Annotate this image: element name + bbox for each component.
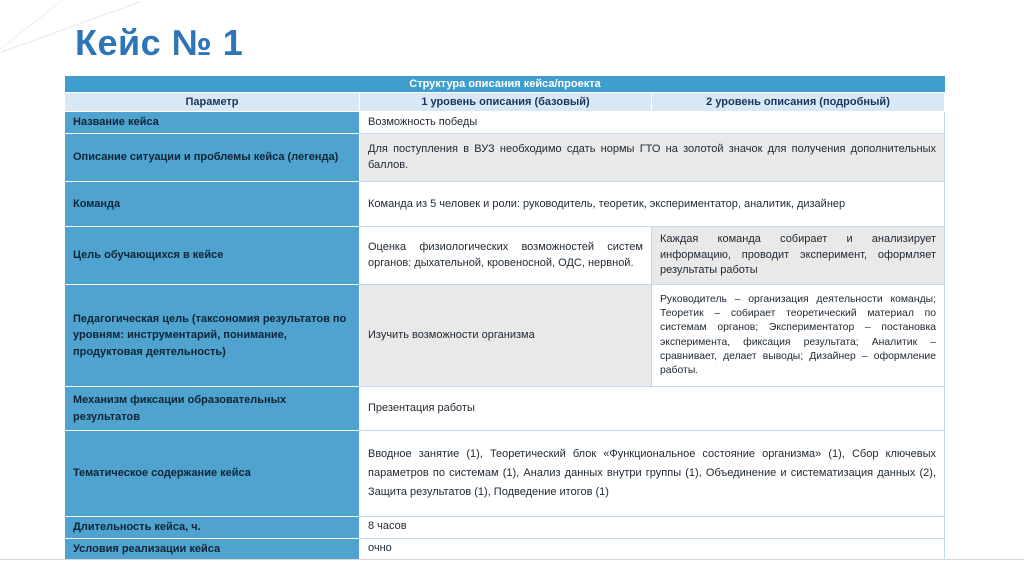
value-case-name: Возможность победы: [360, 112, 945, 134]
decorative-line-bottom: [0, 559, 1024, 560]
param-label-pedagogical-goal: Педагогическая цель (таксономия результатов по уровням: инструментарий, понимание, продуктовая деятельность): [65, 285, 360, 387]
column-header-row: [65, 93, 945, 112]
table-title-row: [65, 76, 945, 93]
param-label-situation: Описание ситуации и проблемы кейса (легенда): [65, 134, 360, 182]
table-row-student-goal: [65, 227, 945, 285]
column-header-level2: 2 уровень описания (подробный): [652, 93, 945, 112]
table: [65, 76, 945, 560]
value-student-goal-level1: Оценка физиологических возможностей систем органов: дыхательной, кровеносной, ОДС, нервной.: [360, 227, 652, 285]
value-pedagogical-goal-level2: Руководитель – организация деятельности команды; Теоретик – собирает теоретический материал по системам органов; Экспериментатор – постановка эксперимента, фиксация результата; Аналитик – сравнивает, делает выводы; Дизайнер – оформление работы.: [652, 285, 945, 387]
value-conditions: очно: [360, 539, 945, 561]
table-row-case-name: [65, 112, 945, 134]
param-label-duration: Длительность кейса, ч.: [65, 517, 360, 539]
table-row-duration: [65, 517, 945, 539]
value-duration: 8 часов: [360, 517, 945, 539]
table-row-conditions: [65, 539, 945, 561]
table-row-fixation: [65, 387, 945, 431]
value-content: Вводное занятие (1), Теоретический блок «Функциональное состояние организма» (1), Сбор ключевых параметров по системам (1), Анализ данных внутри группы (1), Объединение и систематизация данных (2), Защита результатов (1), Подведение итогов (1): [360, 431, 945, 517]
param-label-content: Тематическое содержание кейса: [65, 431, 360, 517]
slide-title: Кейс № 1: [75, 22, 244, 63]
param-label-case-name: Название кейса: [65, 112, 360, 134]
value-pedagogical-goal-level1: Изучить возможности организма: [360, 285, 652, 387]
value-situation: Для поступления в ВУЗ необходимо сдать нормы ГТО на золотой значок для получения дополнительных баллов.: [360, 134, 945, 182]
value-team: Команда из 5 человек и роли: руководитель, теоретик, экспериментатор, аналитик, дизайнер: [360, 182, 945, 227]
column-header-level1: 1 уровень описания (базовый): [360, 93, 652, 112]
value-student-goal-level2: Каждая команда собирает и анализирует информацию, проводит эксперимент, оформляет результаты работы: [652, 227, 945, 285]
param-label-team: Команда: [65, 182, 360, 227]
value-fixation: Презентация работы: [360, 387, 945, 431]
param-label-conditions: Условия реализации кейса: [65, 539, 360, 561]
param-label-student-goal: Цель обучающихся в кейсе: [65, 227, 360, 285]
case-description-table: [65, 76, 945, 560]
table-title: Структура описания кейса/проекта: [65, 76, 945, 93]
table-row-content: [65, 431, 945, 517]
table-row-team: [65, 182, 945, 227]
column-header-param: Параметр: [65, 93, 360, 112]
param-label-fixation: Механизм фиксации образовательных результатов: [65, 387, 360, 431]
table-row-situation: [65, 134, 945, 182]
table-row-pedagogical-goal: [65, 285, 945, 387]
